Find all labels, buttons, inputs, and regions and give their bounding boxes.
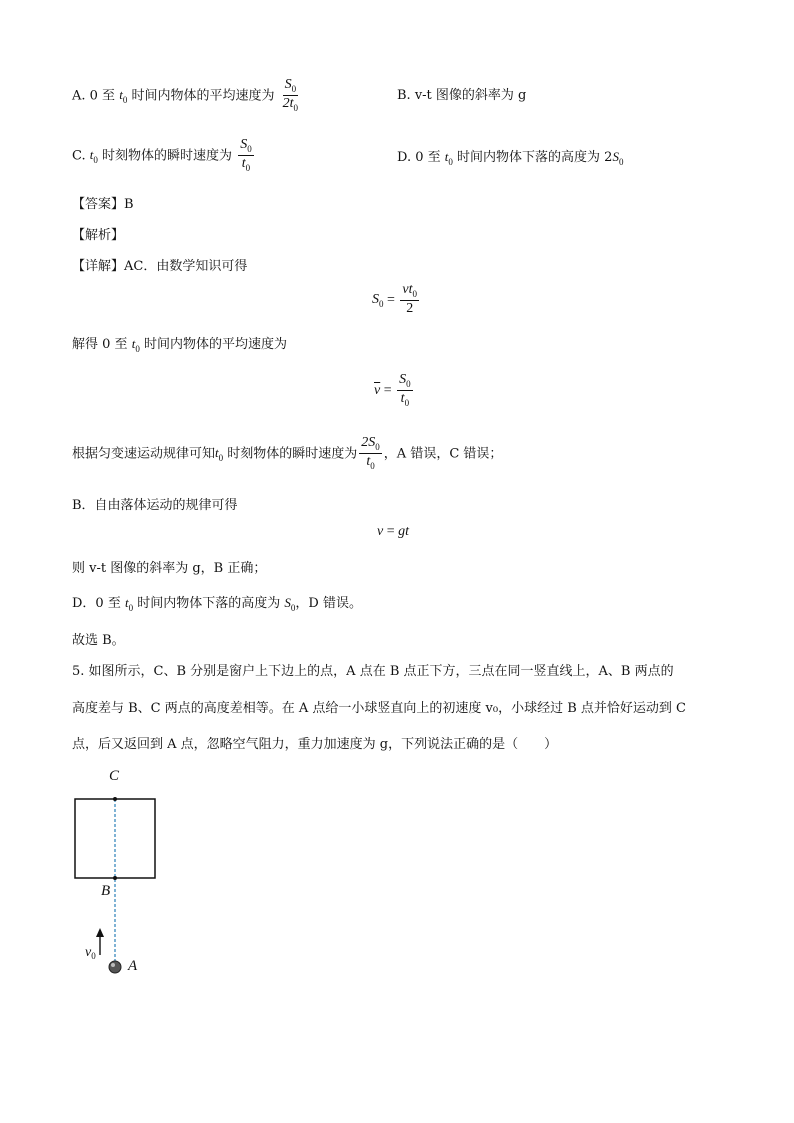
point-c	[113, 797, 117, 801]
label-v0: $v_0$	[85, 945, 96, 961]
q5-line1: 5. 如图所示，C、B 分别是窗户上下边上的点，A 点在 B 点正下方，三点在同一竖直线上，A、B 两点的	[72, 664, 674, 679]
option-d-prefix: D. 0 至	[397, 150, 441, 165]
option-c-text: 时刻物体的瞬时速度为	[102, 148, 233, 164]
point-b	[113, 876, 117, 880]
answer-label: 【答案】B	[72, 197, 134, 212]
rule-line: 根据匀变速运动规律可知$t_0$ 时刻物体的瞬时速度为 $\frac{2S_0}{t_0}$ ，A 错误，C 错误；	[72, 435, 503, 472]
label-a: A	[128, 958, 138, 974]
window-figure	[60, 760, 180, 980]
t0-symbol: $t_0$	[119, 87, 128, 106]
ball	[109, 961, 121, 973]
ball-highlight	[111, 963, 115, 967]
label-b: B	[101, 883, 111, 899]
option-d-text: 时间内物体下落的高度为 2	[457, 150, 613, 165]
option-b: B. v-t 图像的斜率为 g	[397, 88, 527, 103]
equation-s0: $S_0$ = $\frac{vt_0}{2}$	[372, 282, 418, 317]
option-c	[72, 138, 256, 174]
equation-vavg: $\overline{v}$ = $\frac{S_0}{t_0}$	[374, 372, 411, 409]
option-a	[72, 78, 302, 114]
analysis-label: 【解析】	[72, 228, 125, 243]
option-c-prefix: C.	[72, 148, 86, 164]
b-intro: B．自由落体运动的规律可得	[72, 498, 238, 513]
t0-symbol: $t_0$	[444, 149, 453, 167]
q5-line2: 高度差与 B、C 两点的高度差相等。在 A 点给一小球竖直向上的初速度 v₀，小球经过 B 点并恰好运动到 C	[72, 701, 687, 716]
velocity-arrow-head	[96, 928, 104, 937]
option-d	[397, 146, 623, 167]
option-a-fraction: $\frac{S_0}{2t_0}$	[282, 77, 299, 114]
d-line: D．0 至 $t_0$ 时间内物体下落的高度为 $S_0$，D 错误。	[72, 595, 362, 613]
final-choice: 故选 B。	[72, 633, 125, 648]
equation-v-gt: v = gt	[377, 524, 410, 539]
solve-line: 解得 0 至 $t_0$ 时间内物体的平均速度为	[72, 336, 287, 354]
option-a-prefix: A. 0 至	[72, 88, 116, 104]
s0-symbol: $S_0$	[612, 149, 624, 167]
option-c-fraction: $\frac{S_0}{t_0}$	[240, 137, 252, 174]
q5-line3: 点，后又返回到 A 点，忽略空气阻力，重力加速度为 g，下列说法正确的是（ ）	[72, 737, 558, 752]
b-conclusion: 则 v-t 图像的斜率为 g，B 正确；	[72, 561, 267, 576]
label-c: C	[109, 768, 120, 784]
t0-symbol: $t_0$	[89, 147, 98, 166]
option-a-text: 时间内物体的平均速度为	[131, 88, 275, 104]
detail-intro: 【详解】AC．由数学知识可得	[72, 259, 248, 274]
